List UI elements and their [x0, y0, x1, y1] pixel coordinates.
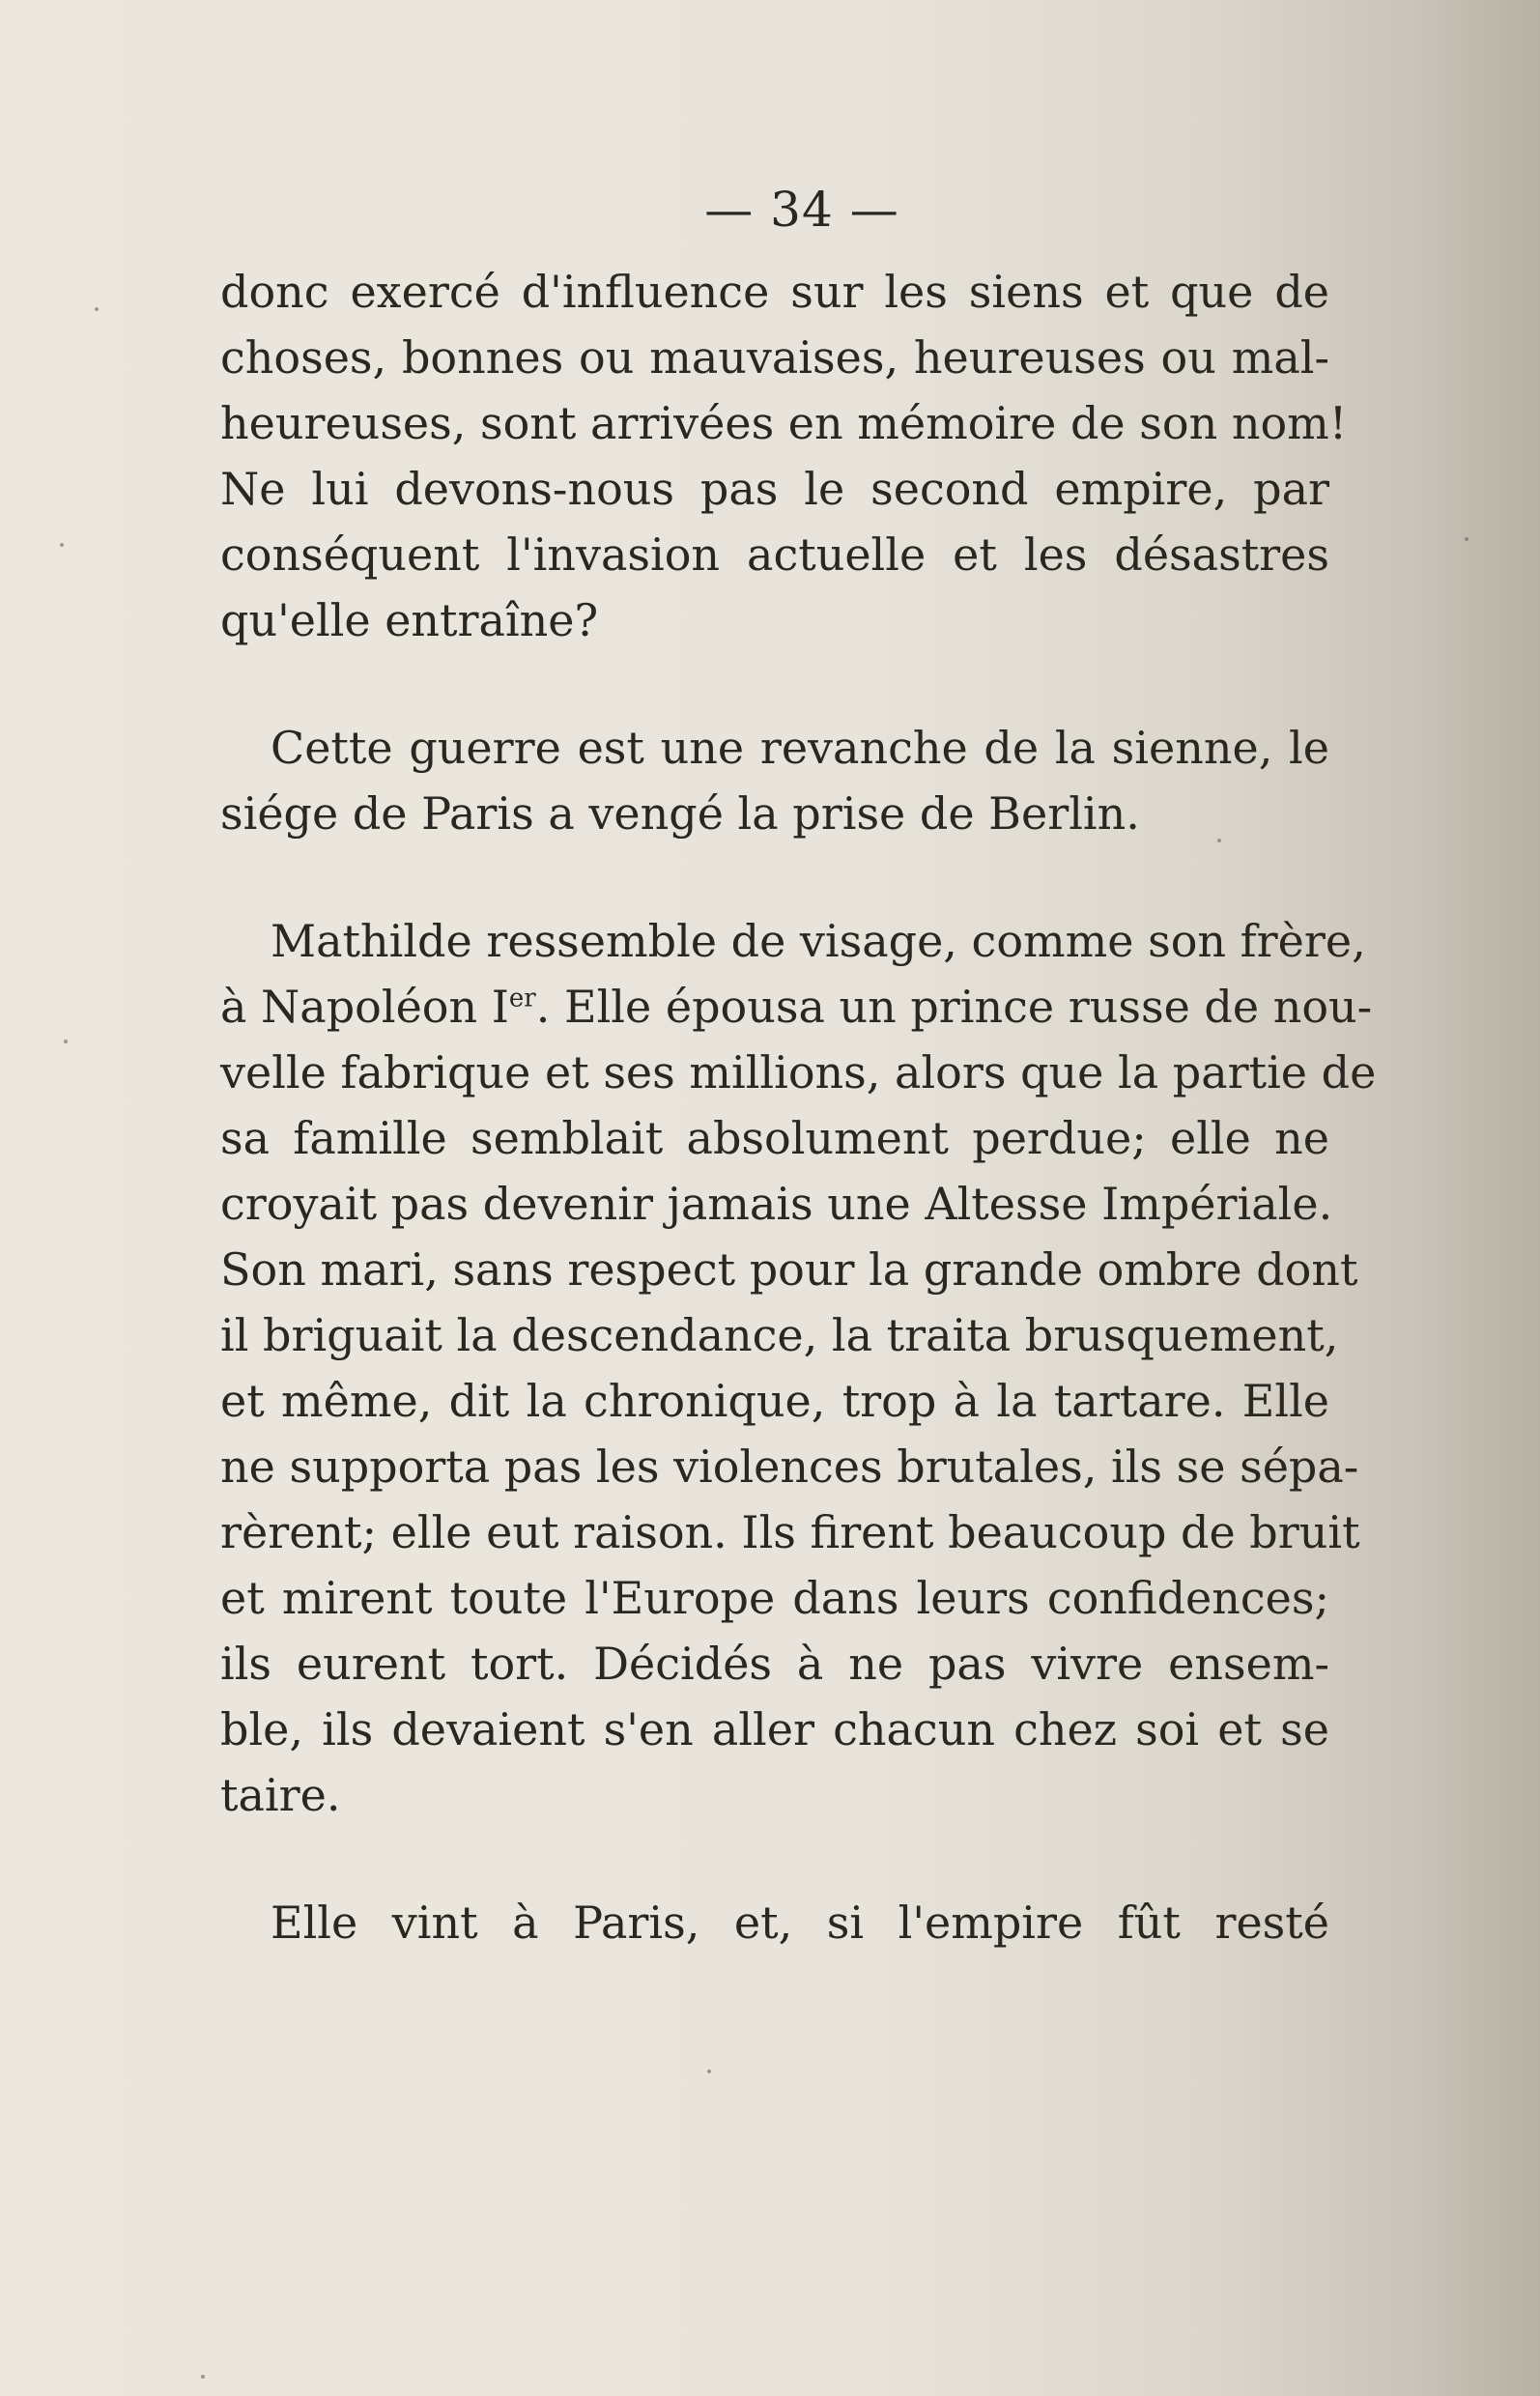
text-line: il briguait la descendance, la traita brusquement, [220, 1309, 1339, 1361]
paragraph [220, 259, 1348, 653]
text-line: Elle vint à Paris, et, si l'empire fût resté [271, 1897, 1329, 1949]
text-line: Cette guerre est une revanche de la sienne, le [271, 722, 1329, 774]
paper-speck [1465, 537, 1469, 541]
paper-speck [60, 543, 64, 547]
paper-speck [64, 1040, 68, 1043]
page-number: — 34 — [704, 182, 899, 238]
paragraph-gap [220, 846, 1329, 908]
paper-speck [95, 307, 99, 311]
text-line: conséquent l'invasion actuelle et les désastres [220, 528, 1329, 581]
text-line: rèrent; elle eut raison. Ils firent beaucoup de bruit [220, 1506, 1360, 1558]
paper-speck [707, 2069, 711, 2073]
text-line: et mirent toute l'Europe dans leurs confidences; [220, 1572, 1329, 1624]
text-line: qu'elle entraîne? [220, 594, 599, 646]
text-line: ils eurent tort. Décidés à ne pas vivre ensem- [220, 1638, 1329, 1690]
text-line: et même, dit la chronique, trop à la tartare. Elle [220, 1375, 1329, 1427]
text-line: siége de Paris a vengé la prise de Berlin. [220, 787, 1140, 840]
paper-speck [1217, 839, 1221, 842]
text-fragment: . Elle épousa un prince russe de nou- [535, 981, 1373, 1033]
paragraph-gap [220, 653, 1329, 715]
text-line: taire. [220, 1769, 341, 1821]
text-line: sa famille semblait absolument perdue; elle ne [220, 1112, 1329, 1164]
text-line: choses, bonnes ou mauvaises, heureuses ou mal- [220, 331, 1329, 384]
text-line: croyait pas devenir jamais une Altesse Impériale. [220, 1178, 1333, 1230]
text-line: Ne lui devons-nous pas le second empire, par [220, 463, 1329, 515]
text-line: Mathilde ressemble de visage, comme son frère, [271, 915, 1366, 967]
text-line: donc exercé d'influence sur les siens et que de [220, 266, 1329, 318]
text-line: Son mari, sans respect pour la grande ombre dont [220, 1243, 1358, 1296]
text-line [220, 974, 1373, 1040]
text-line: heureuses, sont arrivées en mémoire de son nom! [220, 397, 1348, 449]
paragraph [220, 715, 1329, 846]
body-text [220, 259, 1377, 1955]
text-line: ne supporta pas les violences brutales, ils se sépa- [220, 1440, 1359, 1493]
text-line: velle fabrique et ses millions, alors que la partie de [220, 1046, 1377, 1098]
paragraph [220, 1890, 1329, 1955]
paragraph-gap [220, 1828, 1329, 1890]
superscript: er [508, 984, 536, 1013]
text-fragment: à Napoléon I [220, 981, 509, 1033]
paper-speck [201, 2375, 205, 2379]
text-line: ble, ils devaient s'en aller chacun chez soi et se [220, 1703, 1329, 1755]
paragraph [220, 908, 1377, 1828]
